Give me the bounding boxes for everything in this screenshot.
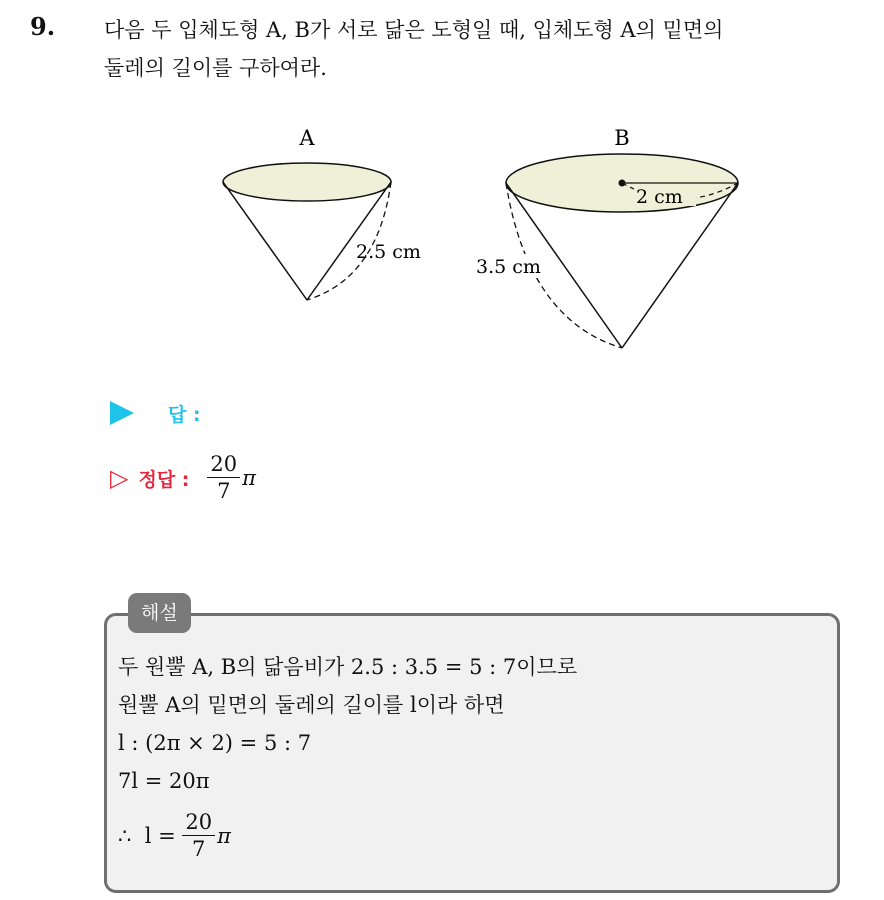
cone-a-base: [223, 163, 391, 201]
solution-lines: [118, 648, 577, 872]
solution-line-2: 원뿔 A의 밑면의 둘레의 길이를 l이라 하면: [118, 693, 505, 717]
answer-row: [110, 396, 201, 430]
solution-line-1: 두 원뿔 A, B의 닮음비가 2.5 : 3.5 = 5 : 7이므로: [118, 655, 578, 679]
cone-b: [474, 126, 738, 348]
solution-final-denominator: 7: [192, 837, 206, 861]
correct-answer-row: [110, 446, 256, 510]
correct-answer-fraction: [207, 452, 240, 504]
cone-b-radius-label: 2 cm: [636, 186, 683, 208]
solution-final-line: [118, 800, 577, 872]
cone-figure: [0, 110, 884, 360]
cone-b-slant-label: 3.5 cm: [476, 256, 541, 278]
solution-line-4: 7l = 20π: [118, 769, 210, 793]
cone-a-slant-label: 2.5 cm: [356, 241, 421, 263]
correct-answer-value: [207, 452, 256, 504]
solution-line-3: l : (2π × 2) = 5 : 7: [118, 731, 312, 755]
play-triangle-icon: [110, 401, 134, 425]
solution-final-pi: π: [217, 824, 231, 848]
solution-final-prefix: ∴ l =: [118, 824, 183, 848]
question-line-1: 다음 두 입체도형 A, B가 서로 닮은 도형일 때, 입체도형 A의 밑면의: [104, 18, 724, 42]
solution-tab: 해설: [128, 593, 191, 633]
cone-b-label: B: [614, 126, 630, 150]
correct-answer-numerator: 20: [207, 452, 240, 478]
correct-answer-denominator: 7: [217, 479, 231, 503]
answer-label: 답 :: [168, 403, 201, 426]
correct-answer-pi: π: [242, 466, 256, 490]
solution-final-numerator: 20: [182, 810, 215, 836]
correct-answer-label: 정답 :: [138, 468, 190, 491]
solution-final-fraction: [182, 810, 215, 862]
cone-a: [223, 126, 421, 300]
question-number: 9.: [30, 12, 56, 41]
cone-a-label: A: [299, 126, 315, 150]
question-line-2: 둘레의 길이를 구하여라.: [104, 56, 327, 80]
question-text: [104, 11, 864, 87]
outline-triangle-icon: ▷: [110, 464, 129, 492]
